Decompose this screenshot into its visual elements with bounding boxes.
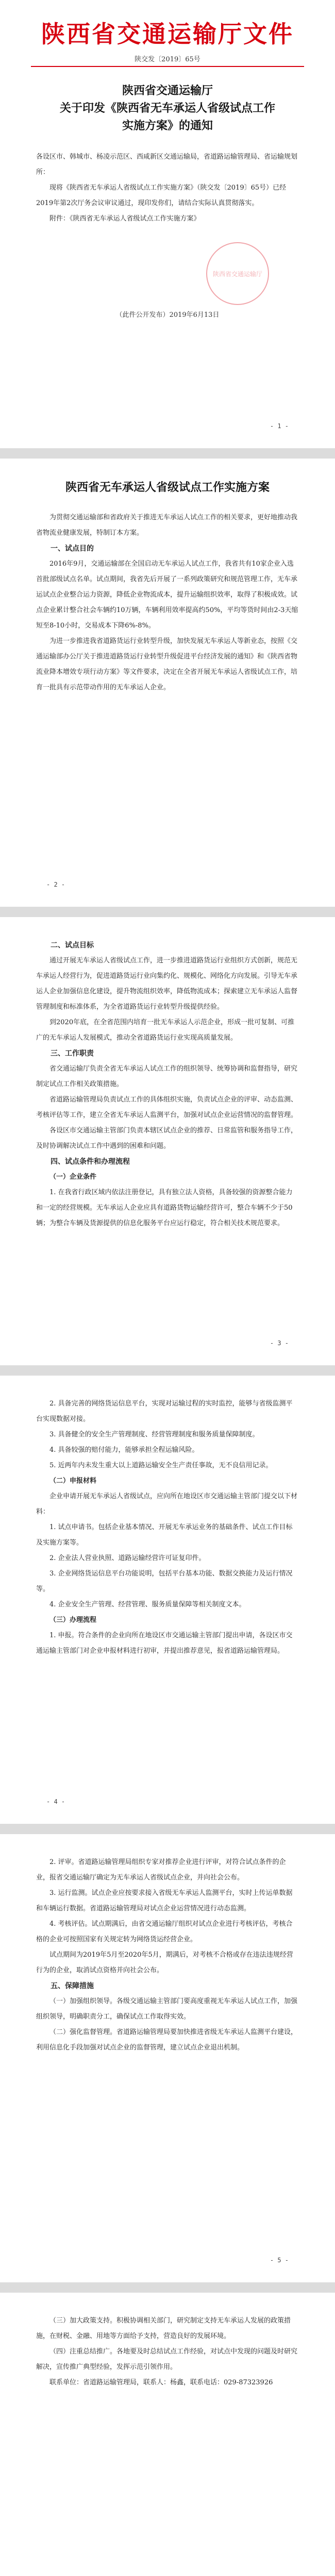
- section-heading: 三、工作职责: [51, 1049, 94, 1058]
- org-letterhead: 陕西省交通运输厅文件: [41, 20, 294, 48]
- subsection-heading: （二）申报材料: [49, 1477, 97, 1485]
- page-gap: [0, 1824, 335, 1834]
- page-gap: [0, 1365, 335, 1376]
- page-number: - 1 -: [270, 422, 289, 430]
- paragraph: 通过开展无车承运人省级试点工作，进一步推进道路货运行业组织方式创新，规范无车承运人经营行为，促进道路货运行业向集约化、规模化、网络化方向发展。引导无车承运人企业加强信息化建设，提升物流组织效率，降低物流成本；探索建立无车承运人监督管理制度和标准体系，为全省道路货运行业转型升级提供经验。: [36, 957, 298, 1011]
- paragraph: （四）注重总结推广。各地要及时总结试点工作经验，对试点中发现的问题及时研究解决，宣传推广典型经验，发挥示范引领作用。: [36, 2348, 298, 2371]
- plan-intro: 为贯彻交通运输部和省政府关于推进无车承运人试点工作的相关要求，更好地推动我省物流业健康发展，特制订本方案。: [36, 514, 298, 537]
- paragraph: 各设区市交通运输主管部门负责本辖区试点企业的推荐、日常监管和服务指导工作，及时协调解决试点工作中遇到的困难和问题。: [36, 1127, 298, 1150]
- section-heading: 二、试点目标: [51, 941, 94, 950]
- page-5: [0, 1834, 335, 2282]
- paragraph: （二）强化监督管理。省道路运输管理局要加快推进省级无车承运人监测平台建设，利用信息化手段加强对试点企业的监督管理，建立试点企业退出机制。: [36, 2028, 298, 2052]
- paragraph: 企业申请开展无车承运人省级试点，应向所在地设区市交通运输主管部门提交以下材料：: [36, 1493, 298, 1516]
- paragraph: 试点期间为2019年5月至2020年5月，期满后，对考核不合格或存在违法违规经营行为的企业，取消试点资格并向社会公布。: [36, 1951, 293, 1974]
- section-heading: 四、试点条件和办理流程: [51, 1158, 130, 1166]
- page-gap: [0, 448, 335, 459]
- page-1: [0, 0, 335, 448]
- notice-issuer: 陕西省交通运输厅: [122, 84, 213, 97]
- page-4: [0, 1376, 335, 1824]
- notice-title-line2: 实施方案》的通知: [122, 120, 213, 132]
- paragraph: （一）加强组织领导。各级交通运输主管部门要高度重视无车承运人试点工作，加强组织领导，明确职责分工，确保试点工作取得实效。: [36, 1997, 298, 2021]
- red-divider: [31, 66, 304, 67]
- paragraph: 4. 具备较强的赔付能力，能够承担全程运输风险。: [49, 1446, 199, 1454]
- paragraph: 2016年9月，交通运输部在全国启动无车承运人试点工作，我省共有10家企业入选首批部级试点名单。试点期间，我省先后开展了一系列政策研究和规范管理工作，无车承运试点企业整合运力资源，降低企业物流成本，提升运输组织效率，取得了积极成效。试点企业累计整合社会车辆约10万辆，车辆利用效率提高约50%，平均等货时间由2-3天缩短至8-10小时，交易成本下降6%-8%。: [36, 560, 298, 630]
- page-number: - 3 -: [270, 1340, 289, 1347]
- recipients: 各设区市、韩城市、杨凌示范区、西咸新区交通运输局，省道路运输管理局、省运输规划所：: [36, 153, 298, 176]
- paragraph: 4. 企业安全生产管理、经营管理、服务质量保障等相关制度文本。: [49, 1601, 246, 1608]
- plan-title: 陕西省无车承运人省级试点工作实施方案: [65, 481, 270, 494]
- page-3: [0, 917, 335, 1365]
- paragraph: 2. 评审。省道路运输管理局组织专家对推荐企业进行评审，对符合试点条件的企业，报省交通运输厅确定为无车承运人省级试点企业，并向社会公布。: [36, 1858, 286, 1882]
- section-heading: 一、试点目的: [51, 545, 94, 553]
- page-2: [0, 459, 335, 907]
- official-seal: 陕西省交通运输厅: [206, 242, 269, 305]
- page-gap: [0, 2282, 335, 2293]
- notice-body: 现将《陕西省无车承运人省级试点工作实施方案》（陕交发〔2019〕65号）已经2019年第2次厅务会议审议通过，现印发你们，请结合实际认真贯彻落实。: [36, 184, 287, 207]
- subsection-heading: （三）办理流程: [49, 1616, 97, 1624]
- paragraph: 3. 运行监测。试点企业应按要求接入省级无车承运人监测平台，实时上传运单数据和车辆运行数据。省道路运输管理局对试点企业运营情况进行动态监测。: [36, 1889, 293, 1912]
- section-heading: 五、保障措施: [51, 1982, 94, 1990]
- paragraph: 到2020年底，在全省范围内培育一批无车承运人示范企业，形成一批可复制、可推广的无车承运人发展模式，推动全省道路货运行业实现高质量发展。: [36, 1019, 295, 1042]
- paragraph: 省交通运输厅负责全省无车承运人试点工作的组织领导、统筹协调和监督指导，研究制定试点工作相关政策措施。: [36, 1065, 298, 1088]
- paragraph: 1. 申报。符合条件的企业向所在地设区市交通运输主管部门提出申请，各设区市交通运输主管部门对企业申报材料进行初审，并提出推荐意见，报省道路运输管理局。: [36, 1632, 293, 1655]
- paragraph: 省道路运输管理局负责试点工作的具体组织实施，负责试点企业的评审、动态监测、考核评估等工作，建立全省无车承运人监测平台，加强对试点企业运营情况的监督管理。: [36, 1096, 298, 1119]
- paragraph: 3. 具备健全的安全生产管理制度、经营管理制度和服务质量保障制度。: [49, 1431, 259, 1438]
- paragraph: 为进一步推进我省道路货运行业转型升级，加快发展无车承运人等新业态，按照《交通运输部办公厅关于推进道路货运行业转型升级促进平台经济发展的通知》和《陕西省物流业降本增效专项行动方案》等文件要求，决定在全省开展无车承运人省级试点工作，培育一批具有示范带动作用的无车承运人企业。: [36, 637, 298, 691]
- paragraph: 1. 在我省行政区域内依法注册登记，具有独立法人资格，具备较强的资源整合能力和一定的经营规模。无车承运人企业应具有道路货物运输经营许可，整合车辆不少于50辆；为整合车辆及货源提供的信息化服务平台应运行稳定，符合相关技术规范要求。: [36, 1189, 293, 1227]
- paragraph: 5. 近两年内未发生重大以上道路运输安全生产责任事故，无不良信用记录。: [49, 1462, 273, 1469]
- paragraph: 3. 企业网络货运信息平台功能说明，包括平台基本功能、数据交换能力及运行情况等。: [36, 1570, 293, 1593]
- page-number: - 4 -: [46, 1798, 65, 1805]
- page-number: - 5 -: [270, 2257, 289, 2264]
- page-gap: [0, 907, 335, 917]
- paragraph: （三）加大政策支持。积极协调相关部门，研究制定支持无车承运人发展的政策措施，在财税、金融、用地等方面给予支持，营造良好的发展环境。: [36, 2317, 291, 2340]
- notice-title-line1: 关于印发《陕西省无车承运人省级试点工作: [59, 102, 275, 115]
- doc-number: 陕交发〔2019〕65号: [135, 56, 200, 63]
- page-number: - 2 -: [46, 881, 65, 888]
- subsection-heading: （一）企业条件: [49, 1173, 97, 1181]
- contact-line: 联系单位：省道路运输管理局，联系人：杨鑫，联系电话：029-87323926: [49, 2379, 273, 2386]
- paragraph: 4. 考核评估。试点期满后，由省交通运输厅组织对试点企业进行考核评估，考核合格的企业可按照国家有关规定转为网络货运经营企业。: [36, 1920, 293, 1943]
- page-6: [0, 2293, 335, 2576]
- paragraph: 2. 企业法人营业执照、道路运输经营许可证复印件。: [49, 1554, 206, 1562]
- paragraph: 1. 试点申请书。包括企业基本情况、开展无车承运业务的基础条件、试点工作目标及实施方案等。: [36, 1523, 293, 1547]
- paragraph: 2. 具备完善的网络货运信息平台，实现对运输过程的实时监控，能够与省级监测平台实现数据对接。: [36, 1400, 293, 1423]
- attachment-line: 附件：《陕西省无车承运人省级试点工作实施方案》: [49, 215, 200, 223]
- issue-date: （此件公开发布）2019年6月13日: [115, 311, 220, 319]
